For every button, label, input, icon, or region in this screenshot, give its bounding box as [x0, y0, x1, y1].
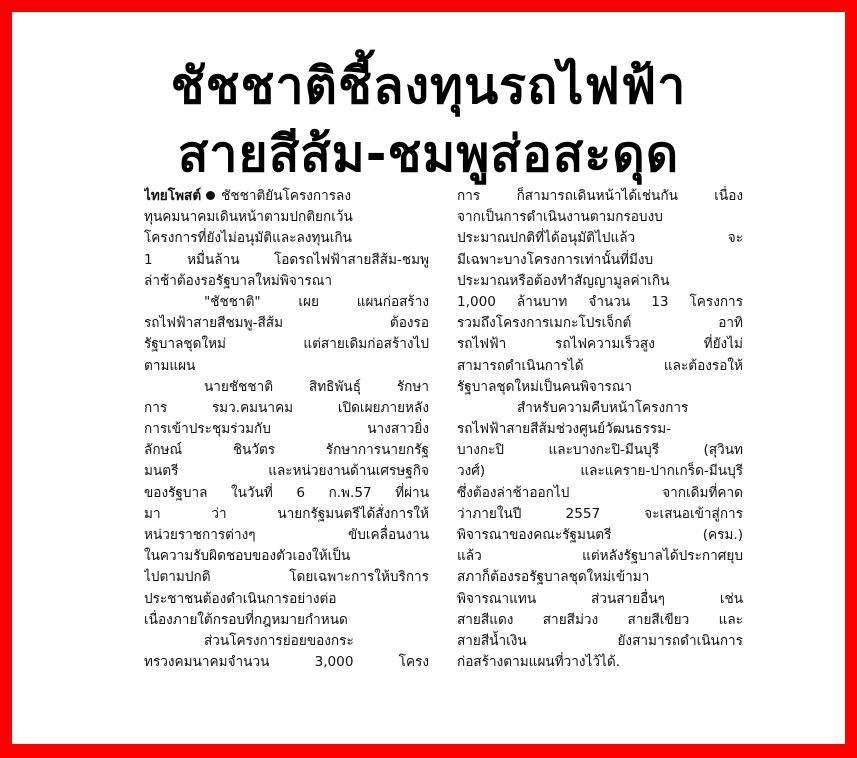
- body-line: ตามแผน: [144, 357, 196, 374]
- body-line: รวมถึงโครงการเมกะโปรเจ็กต์ อาทิ: [457, 315, 743, 332]
- body-line: สายสีแดง สายสีม่วง สายสีเขียว และ: [457, 611, 743, 628]
- body-line: แล้ว แต่หลังรัฐบาลได้ประกาศยุบ: [457, 548, 743, 565]
- body-line: รัฐบาลชุดใหม่ แต่สายเดิมก่อสร้างไป: [144, 336, 429, 353]
- body-line: ก่อสร้างตามแผนที่วางไว้ได้.: [457, 654, 621, 671]
- body-line: หน่วยราชการต่างๆ ขับเคลื่อนงาน: [144, 527, 429, 543]
- body-line: สภาก็ต้องรอรัฐบาลชุดใหม่เข้ามา: [457, 569, 650, 586]
- body-line: [144, 186, 429, 207]
- body-line: รัฐบาลชุดใหม่เป็นคนพิจารณา: [457, 378, 633, 395]
- headline-line-2: สายสีส้ม-ชมพูส่อสะดุด: [177, 125, 680, 183]
- body-line: ลักษณ์ ชินวัตร รักษาการนายกรัฐ: [144, 442, 429, 459]
- body-line: ส่วนโครงการย่อยของกระ: [204, 632, 354, 649]
- body-line: ทุนคมนาคมเดินหน้าตามปกติยกเว้น: [144, 209, 353, 226]
- body-line: "ชัชชาติ" เผย แผนก่อสร้าง: [204, 293, 429, 310]
- body-line: ว่าภายในปี 2557 จะเสนอเข้าสู่การ: [457, 505, 743, 522]
- body-line: ล่าช้าต้องรอรัฐบาลใหม่พิจารณา: [144, 272, 332, 289]
- body-line: พิจารณาแทน ส่วนสายอื่นๆ เช่น: [457, 590, 743, 607]
- body-line: รถไฟฟ้าสายสีชมพู-สีส้ม ต้องรอ: [144, 315, 429, 332]
- body-line: 1,000 ล้านบาท จำนวน 13 โครงการ: [457, 293, 743, 310]
- body-line: ประมาณปกติที่ได้อนุมัติไปแล้ว จะ: [457, 230, 743, 247]
- article-right-column: [457, 186, 743, 673]
- body-line: บางกะปิ และบางกะปิ-มีนบุรี (สุวินท: [457, 442, 743, 459]
- body-line: ทรวงคมนาคมจำนวน 3,000 โครง: [144, 654, 429, 671]
- body-line: มา ว่า นายกรัฐมนตรีได้สั่งการให้: [144, 505, 429, 522]
- body-line: ในความรับผิดชอบของตัวเองให้เป็น: [144, 548, 351, 565]
- body-line: สามารถดำเนินการได้ และต้องรอให้: [457, 357, 743, 374]
- body-line: สำหรับความคืบหน้าโครงการ: [517, 399, 689, 416]
- body-line: ประมาณหรือต้องทำสัญญามูลค่าเกิน: [457, 272, 670, 289]
- body-line: มนตรี และหน่วยงานด้านเศรษฐกิจ: [144, 463, 429, 480]
- body-line: มีเฉพาะบางโครงการเท่านั้นที่มีงบ: [457, 251, 654, 268]
- article-left-column: [144, 186, 429, 673]
- body-line: โครงการที่ยังไม่อนุมัติและลงทุนเกิน: [144, 230, 352, 247]
- body-line: จากเป็นการดำเนินงานตามกรอบงบ: [457, 209, 663, 226]
- body-line: การ ก็สามารถเดินหน้าได้เช่นกัน เนื่อง: [457, 188, 743, 204]
- body-line: ประชาชนต้องดำเนินการอย่างต่อ: [144, 590, 337, 607]
- body-line: พิจารณาของคณะรัฐมนตรี (ครม.): [457, 527, 743, 543]
- bullet-icon: [206, 191, 215, 200]
- body-line: การ รมว.คมนาคม เปิดเผยภายหลัง: [144, 399, 429, 416]
- body-line: ของรัฐบาล ในวันที่ 6 ก.พ.57 ที่ผ่าน: [144, 484, 429, 501]
- body-line: รถไฟฟ้าสายสีส้มช่วงศูนย์วัฒนธรรม-: [457, 421, 672, 438]
- headline-line-1: ชัชชาติชี้ลงทุนรถไฟฟ้า: [170, 57, 687, 115]
- body-line: เนื่องภายใต้กรอบที่กฎหมายกำหนด: [144, 611, 348, 628]
- body-line: การเข้าประชุมร่วมกับ นางสาวยิ่ง: [144, 421, 429, 438]
- body-line: สายสีน้ำเงิน ยังสามารถดำเนินการ: [457, 632, 743, 649]
- body-line: รถไฟฟ้า รถไฟความเร็วสูง ที่ยังไม่: [457, 336, 743, 353]
- article-headline: [0, 52, 857, 188]
- lead-text: ชัชชาติยันโครงการลง: [221, 188, 352, 204]
- body-line: ไปตามปกติ โดยเฉพาะการให้บริการ: [144, 569, 429, 586]
- body-line: นายชัชชาติ สิทธิพันธุ์ รักษา: [204, 378, 429, 395]
- body-line: 1 หมื่นล้าน โอดรถไฟฟ้าสายสีส้ม-ชมพู: [144, 251, 429, 268]
- body-line: ซึ่งต้องล่าช้าออกไป จากเดิมที่คาด: [457, 484, 743, 501]
- body-line: วงศ์) และแคราย-ปากเกร็ด-มีนบุรี: [457, 463, 743, 480]
- source-label: ไทยโพสต์: [144, 188, 202, 204]
